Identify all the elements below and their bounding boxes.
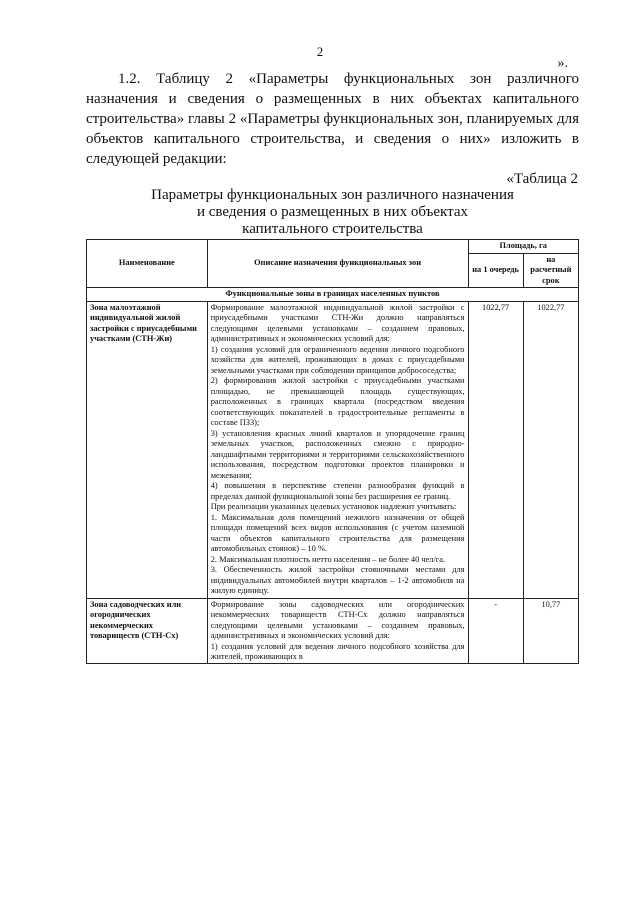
header-description: Описание назначения функциональных зон bbox=[207, 240, 468, 288]
table-title-line: капитального строительства bbox=[242, 221, 423, 237]
header-area-first: на 1 очередь bbox=[468, 253, 523, 288]
header-area-group: Площадь, га bbox=[468, 240, 579, 254]
description-paragraph: 2) формирования жилой застройки с приусадебными участками площадью, не превышающей площадь существующих, расположенных в границах квартала (посредством введения соответствующих показателей в градостроительные регламенты в составе ПЗЗ); bbox=[210, 376, 465, 427]
table-row bbox=[87, 301, 579, 598]
table-title-line: Параметры функциональных зон различного назначения bbox=[151, 187, 514, 203]
area-term-value: 10,77 bbox=[523, 598, 578, 663]
description-paragraph: 1) создания условий для ограниченного ведения личного подсобного хозяйства для жителей, проживающих в домах с приусадебными земельными участками при соблюдении принципов добрососедства; bbox=[210, 344, 465, 375]
zone-description bbox=[207, 598, 468, 663]
description-paragraph: 2. Максимальная плотность нетто населения – не более 40 чел/га. bbox=[210, 554, 446, 564]
area-first-value: 1022,77 bbox=[468, 301, 523, 598]
header-area-term: на расчетный срок bbox=[523, 253, 578, 288]
table-reference: «Таблица 2 bbox=[506, 171, 578, 187]
table-header-row bbox=[87, 240, 579, 254]
description-paragraph: 1. Максимальная доля помещений нежилого назначения от общей площади помещений всех видов использования (с учетом наземной части объектов капитального строительства для размещения автомобильных стоянок) – 10 %. bbox=[210, 512, 465, 553]
zone-name: Зона садоводческих или огороднических некоммерческих товариществ (СТН-Сх) bbox=[87, 598, 208, 663]
description-paragraph: 3) установления красных линий кварталов и упорядочение границ земельных участков, расположенных смежно с природно-ландшафтными территориями и территориями сельскохозяйственного использования, посредством подготовки проектов планировки и межевания; bbox=[210, 428, 465, 480]
area-term-value: 1022,77 bbox=[523, 301, 578, 598]
table-row bbox=[87, 598, 579, 663]
zones-table bbox=[86, 239, 579, 664]
intro-paragraph: 1.2. Таблицу 2 «Параметры функциональных зон различного назначения и сведения о размещенных в них объектах капитального строительства» главы 2 «Параметры функциональных зон, планируемых для объектов капитального строительства, и сведения о них» изложить в следующей редакции: bbox=[86, 71, 579, 167]
table-title bbox=[86, 187, 579, 238]
description-paragraph: Формирование зоны садоводческих или огороднических некоммерческих товариществ СТН-Сх должно направляться следующими целевыми установками – созданием правовых, административных и экономических условий для: bbox=[210, 599, 465, 640]
description-paragraph: При реализации указанных целевых установок надлежит учитывать: bbox=[210, 502, 457, 511]
page-number: 2 bbox=[316, 44, 324, 59]
section-title: Функциональные зоны в границах населенных пунктов bbox=[87, 288, 579, 302]
description-paragraph: 3. Обеспеченность жилой застройки стояночными местами для индивидуальных автомобилей внутри кварталов – 1-2 автомобиля на жилую единицу. bbox=[210, 565, 465, 595]
previous-quote-end: ». bbox=[557, 56, 568, 71]
header-name: Наименование bbox=[87, 240, 208, 288]
description-paragraph: 4) повышения в перспективе степени разнообразия функций в пределах данной функциональной зоны без расширения ее границ. bbox=[210, 481, 465, 501]
section-row bbox=[87, 288, 579, 302]
zone-name: Зона малоэтажной индивидуальной жилой застройки с приусадебными участками (СТН-Жи) bbox=[87, 301, 208, 598]
description-paragraph: Формирование малоэтажной индивидуальной жилой застройки с приусадебными участками СТН-Жи должно направляться следующими целевыми установками – созданием правовых, административных и экономических условий для: bbox=[210, 302, 465, 343]
zone-description bbox=[207, 301, 468, 598]
description-paragraph: 1) создания условий для ведения личного подсобного хозяйства для жителей, проживающих в bbox=[210, 641, 465, 661]
area-first-value: - bbox=[468, 598, 523, 663]
table-title-line: и сведения о размещенных в них объектах bbox=[196, 204, 469, 220]
